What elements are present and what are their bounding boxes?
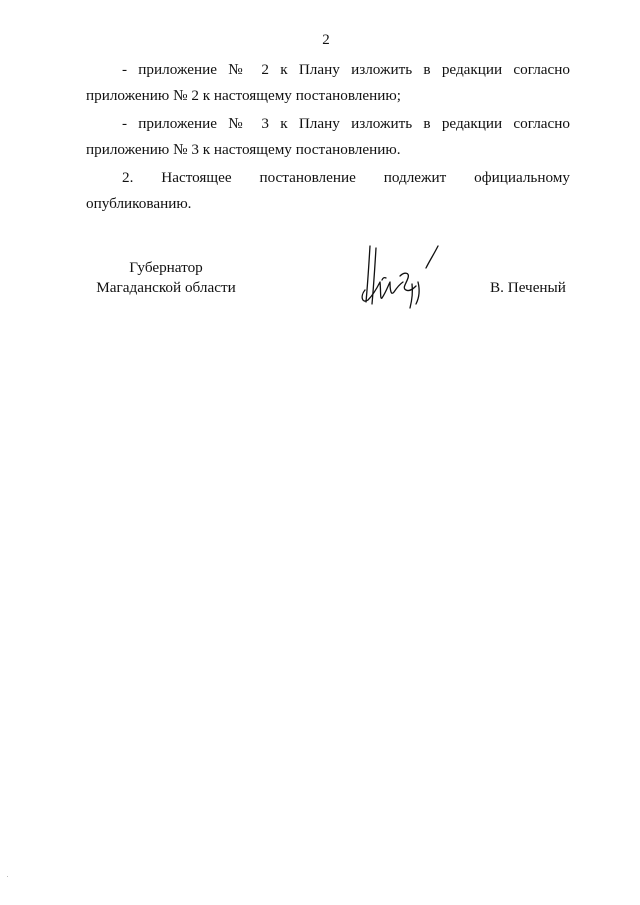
signature-stroke xyxy=(382,278,386,280)
signatory-title-line: Магаданской области xyxy=(96,279,236,296)
list-item-line: - приложение № 3 к Плану изложить в редакции согласно xyxy=(122,115,570,132)
clause-line: 2. Настоящее постановление подлежит официальному xyxy=(122,169,570,186)
signatory-title-line: Губернатор xyxy=(129,259,203,276)
clause-2-publication xyxy=(86,165,570,217)
signature-stroke xyxy=(366,246,370,302)
list-item-appendix-3 xyxy=(86,111,570,163)
clause-line: опубликованию. xyxy=(86,195,192,212)
page-number: 2 xyxy=(322,32,330,48)
signatory-name: В. Печеный xyxy=(490,279,566,296)
scan-speck xyxy=(7,876,8,877)
list-item-line: приложению № 3 к настоящему постановлению. xyxy=(86,141,401,158)
signature-stroke xyxy=(426,246,438,268)
signature-stroke xyxy=(416,282,419,304)
signatory-title xyxy=(86,258,246,298)
list-item-appendix-2 xyxy=(86,57,570,109)
signature-stroke xyxy=(362,282,403,301)
list-item-line: - приложение № 2 к Плану изложить в редакции согласно xyxy=(122,61,570,78)
signature-block xyxy=(0,258,640,328)
signature-stroke xyxy=(410,284,412,308)
document-body xyxy=(86,57,570,217)
list-item-line: приложению № 2 к настоящему постановлению; xyxy=(86,87,401,104)
handwritten-signature xyxy=(356,242,448,312)
